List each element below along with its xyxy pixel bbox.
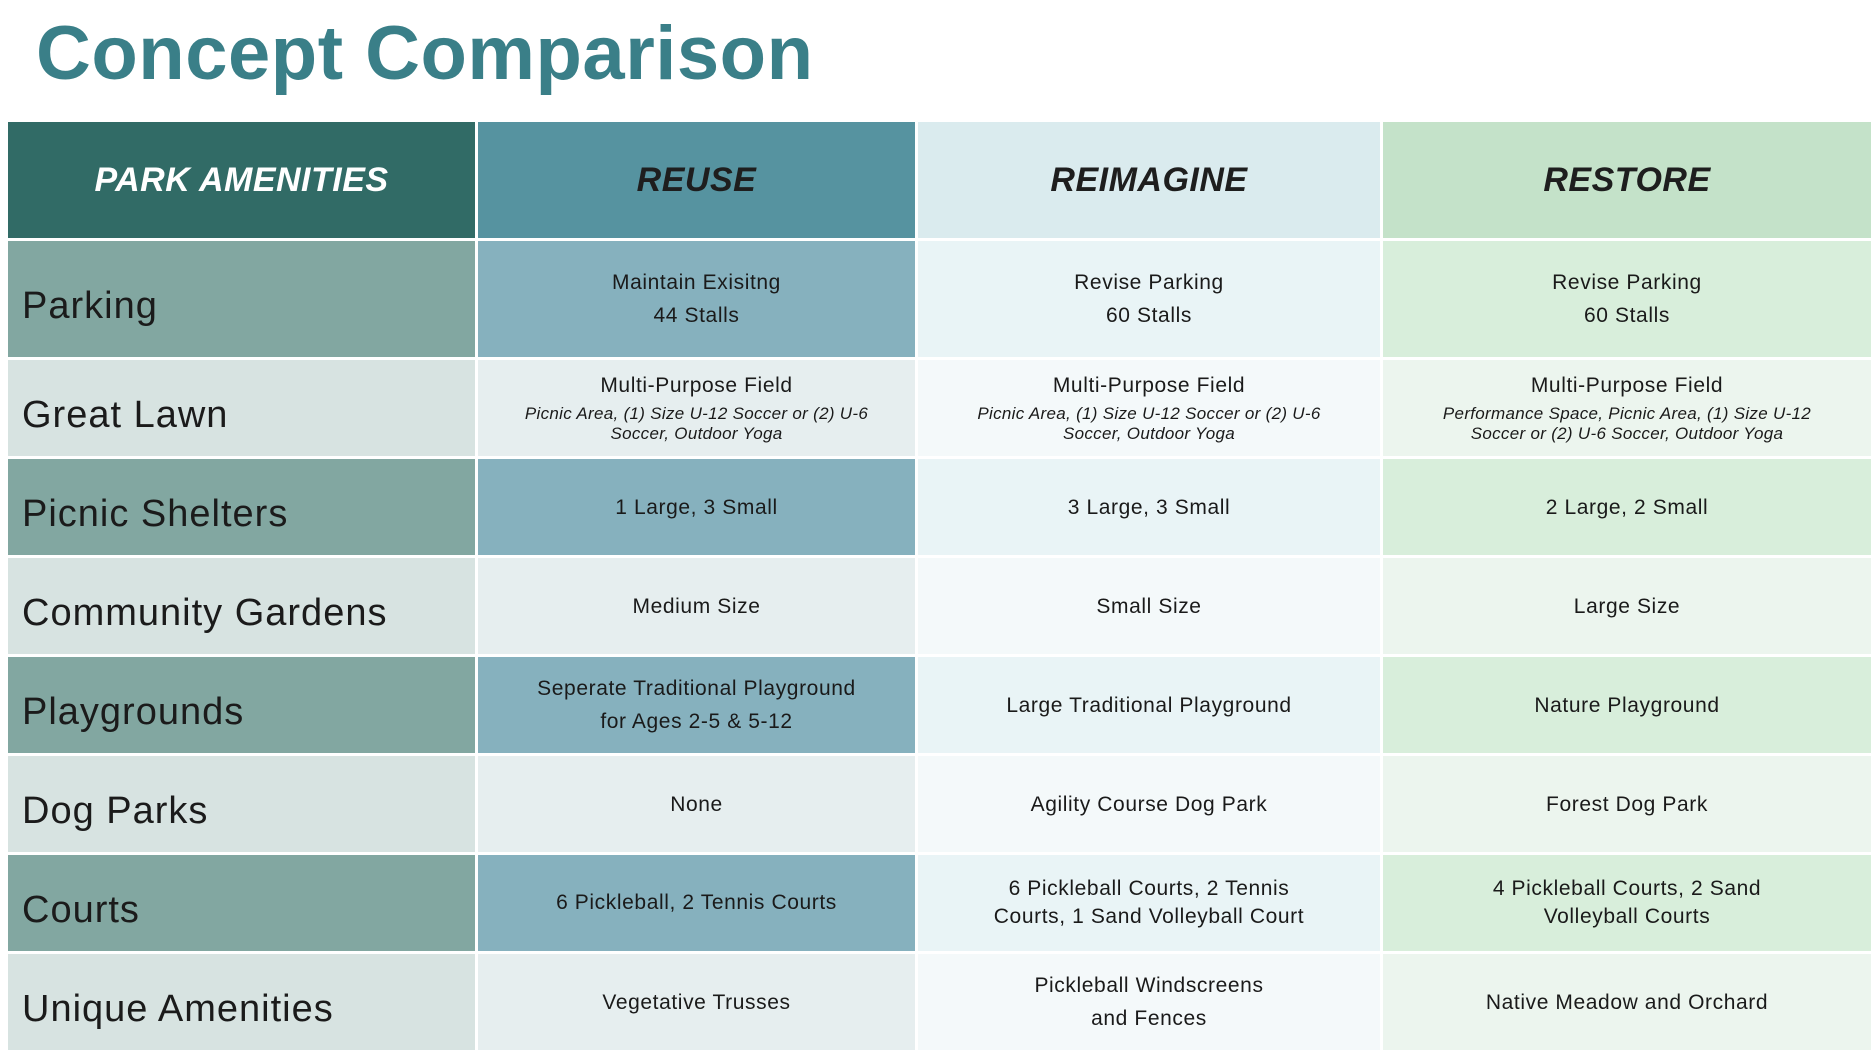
cell-line: Medium Size [632, 594, 761, 618]
cell-reimagine-community-gardens [918, 558, 1380, 654]
cell-main: Multi-Purpose Field [600, 374, 793, 397]
cell-restore-playgrounds [1383, 657, 1871, 753]
cell-line: 4 Pickleball Courts, 2 Sand [1492, 877, 1762, 900]
cell-restore-picnic-shelters [1383, 459, 1871, 555]
cell-line: for Ages 2-5 & 5-12 [600, 710, 793, 733]
cell-line: Revise Parking [1552, 271, 1702, 294]
header-reimagine: REIMAGINE [918, 122, 1380, 238]
cell-line: Large Traditional Playground [1006, 693, 1292, 717]
cell-line: Native Meadow and Orchard [1485, 990, 1769, 1014]
row-label-great-lawn: Great Lawn [8, 360, 475, 456]
cell-reuse-parking [478, 241, 915, 357]
row-label-dog-parks: Dog Parks [8, 756, 475, 852]
header-reuse: REUSE [478, 122, 915, 238]
cell-reimagine-unique-amenities [918, 954, 1380, 1050]
row-label-playgrounds: Playgrounds [8, 657, 475, 753]
cell-line: 60 Stalls [1106, 304, 1192, 327]
cell-line: 1 Large, 3 Small [615, 495, 778, 519]
cell-line: Large Size [1573, 594, 1681, 618]
cell-reimagine-parking [918, 241, 1380, 357]
cell-line: Maintain Exisitng [612, 271, 781, 294]
cell-restore-community-gardens [1383, 558, 1871, 654]
header-park-amenities: PARK AMENITIES [8, 122, 475, 238]
cell-restore-parking [1383, 241, 1871, 357]
cell-reuse-courts [478, 855, 915, 951]
cell-line: 2 Large, 2 Small [1545, 495, 1709, 519]
cell-reuse-dog-parks [478, 756, 915, 852]
cell-reuse-picnic-shelters [478, 459, 915, 555]
cell-line: Vegetative Trusses [602, 990, 791, 1014]
cell-line: Courts, 1 Sand Volleyball Court [993, 905, 1305, 928]
cell-reimagine-playgrounds [918, 657, 1380, 753]
cell-reimagine-courts [918, 855, 1380, 951]
cell-line: 3 Large, 3 Small [1067, 495, 1231, 519]
cell-line: 60 Stalls [1584, 304, 1670, 327]
comparison-table [8, 122, 1870, 1030]
cell-line: Forest Dog Park [1546, 792, 1708, 816]
cell-sub: Picnic Area, (1) Size U-12 Soccer or (2) U-6 Soccer, Outdoor Yoga [524, 404, 869, 443]
page-title: Concept Comparison [36, 11, 814, 96]
cell-line: Pickleball Windscreens [1034, 974, 1264, 997]
cell-reuse-unique-amenities [478, 954, 915, 1050]
cell-restore-courts [1383, 855, 1871, 951]
cell-restore-unique-amenities [1383, 954, 1871, 1050]
cell-line: None [670, 792, 723, 816]
cell-restore-great-lawn [1383, 360, 1871, 456]
cell-reuse-community-gardens [478, 558, 915, 654]
cell-reuse-great-lawn [478, 360, 915, 456]
cell-line: 44 Stalls [653, 304, 740, 327]
cell-main: Multi-Purpose Field [1052, 374, 1246, 397]
row-label-unique-amenities: Unique Amenities [8, 954, 475, 1050]
cell-line: Volleyball Courts [1543, 905, 1711, 928]
cell-restore-dog-parks [1383, 756, 1871, 852]
cell-main: Multi-Purpose Field [1530, 374, 1724, 397]
cell-line: Small Size [1096, 594, 1202, 618]
row-label-picnic-shelters: Picnic Shelters [8, 459, 475, 555]
cell-line: 6 Pickleball, 2 Tennis Courts [556, 891, 837, 914]
header-restore: RESTORE [1383, 122, 1871, 238]
cell-line: Revise Parking [1074, 271, 1224, 294]
row-label-parking: Parking [8, 241, 475, 357]
cell-sub: Picnic Area, (1) Size U-12 Soccer or (2) U-6 Soccer, Outdoor Yoga [977, 404, 1321, 443]
row-label-community-gardens: Community Gardens [8, 558, 475, 654]
cell-reimagine-great-lawn [918, 360, 1380, 456]
cell-sub: Performance Space, Picnic Area, (1) Size U-12 Soccer or (2) U-6 Soccer, Outdoor Yoga [1442, 404, 1812, 443]
cell-line: Nature Playground [1534, 693, 1720, 717]
cell-line: and Fences [1091, 1007, 1207, 1030]
cell-reimagine-picnic-shelters [918, 459, 1380, 555]
row-label-courts: Courts [8, 855, 475, 951]
cell-reuse-playgrounds [478, 657, 915, 753]
cell-reimagine-dog-parks [918, 756, 1380, 852]
cell-line: Agility Course Dog Park [1030, 792, 1268, 816]
cell-line: Seperate Traditional Playground [537, 677, 856, 700]
cell-line: 6 Pickleball Courts, 2 Tennis [1008, 877, 1290, 900]
